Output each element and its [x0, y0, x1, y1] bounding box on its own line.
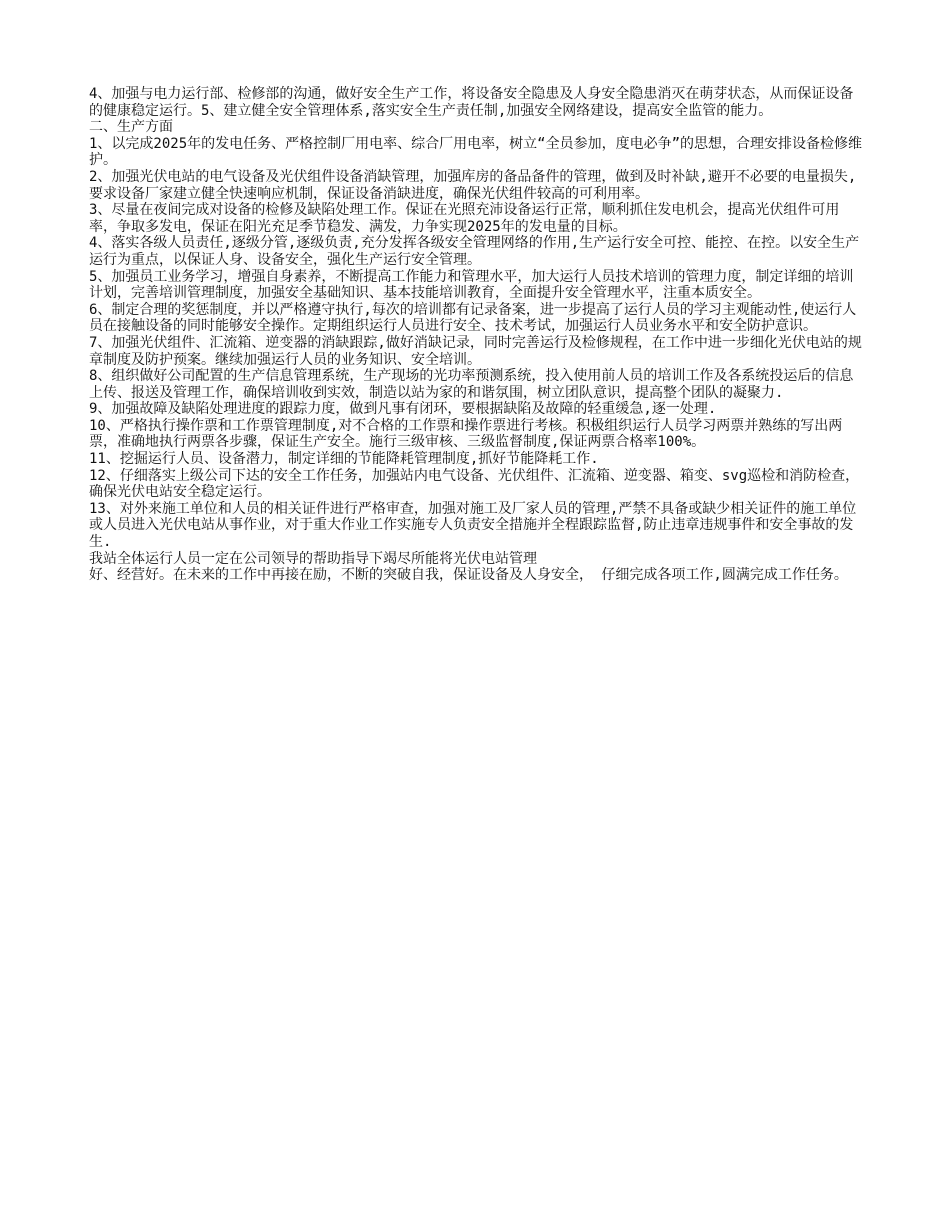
- paragraph-item-12: 12、仔细落实上级公司下达的安全工作任务，加强站内电气设备、光伏组件、汇流箱、逆变器、箱变、svg巡检和消防检查，确保光伏电站安全稳定运行。: [89, 467, 860, 501]
- paragraph-item-1: 1、以完成2025年的发电任务、严格控制厂用电率、综合厂用电率，树立“全员参加，度电必争”的思想，合理安排设备检修维护。: [89, 135, 862, 169]
- paragraph-item-13: 13、对外来施工单位和人员的相关证件进行严格审查，加强对施工及厂家人员的管理,严禁不具备或缺少相关证件的施工单位或人员进入光伏电站从事作业，对于重大作业工作实施专人负责安全措施并全程跟踪监督,防止违章违规事件和安全事故的发生.: [89, 500, 857, 551]
- document-body: [89, 86, 864, 584]
- closing-line-2: 好、经营好。在未来的工作中再接在励，不断的突破自我，保证设备及人身安全， 仔细完成各项工作,圆满完成工作任务。: [89, 567, 848, 584]
- paragraph-item-4: 4、落实各级人员责任,逐级分管,逐级负责,充分发挥各级安全管理网络的作用,生产运行安全可控、能控、在控。以安全生产运行为重点，以保证人身、设备安全，强化生产运行安全管理。: [89, 235, 860, 268]
- paragraph-item-10: 10、严格执行操作票和工作票管理制度,对不合格的工作票和操作票进行考核。积极组织运行人员学习两票并熟练的写出两票，准确地执行两票各步骤，保证生产安全。施行三级审核、三级监督制度,保证两票合格率100%。: [89, 417, 843, 451]
- paragraph-item-7: 7、加强光伏组件、汇流箱、逆变器的消缺跟踪,做好消缺记录，同时完善运行及检修规程，在工作中进一步细化光伏电站的规章制度及防护预案。继续加强运行人员的业务知识、安全培训。: [89, 334, 862, 368]
- paragraph-item-8: 8、组织做好公司配置的生产信息管理系统，生产现场的光功率预测系统，投入使用前人员的培训工作及各系统投运后的信息上传、报送及管理工作，确保培训收到实效，制造以站为家的和谐氛围，树立团队意识，提高整个团队的凝聚力.: [89, 368, 854, 401]
- paragraph-item-2: 2、加强光伏电站的电气设备及光伏组件设备消缺管理，加强库房的备品备件的管理，做到及时补缺,避开不必要的电量损失,要求设备厂家建立健全快速响应机制，保证设备消缺进度，确保光伏组件较高的可利用率。: [89, 168, 857, 202]
- section-heading-production: 二、生产方面: [89, 119, 173, 136]
- closing-line-1: 我站全体运行人员一定在公司领导的帮助指导下竭尽所能将光伏电站管理: [89, 550, 537, 567]
- paragraph-item-11: 11、挖掘运行人员、设备潜力，制定详细的节能降耗管理制度,抓好节能降耗工作.: [89, 451, 599, 468]
- paragraph-item-5: 5、加强员工业务学习，增强自身素养，不断提高工作能力和管理水平，加大运行人员技术培训的管理力度，制定详细的培训计划，完善培训管理制度，加强安全基础知识、基本技能培训教育，全面提升安全管理水平，注重本质安全。: [89, 268, 854, 302]
- paragraph-item-9: 9、加强故障及缺陷处理进度的跟踪力度，做到凡事有闭环，要根据缺陷及故障的轻重缓急,逐一处理.: [89, 401, 717, 418]
- paragraph-safety-4-5: 4、加强与电力运行部、检修部的沟通，做好安全生产工作，将设备安全隐患及人身安全隐患消灭在萌芽状态，从而保证设备的健康稳定运行。5、建立健全安全管理体系,落实安全生产责任制,加强安全网络建设，提高安全监管的能力。: [89, 86, 854, 119]
- paragraph-item-6: 6、制定合理的奖惩制度，并以严格遵守执行,每次的培训都有记录备案，进一步提高了运行人员的学习主观能动性,使运行人员在接触设备的同时能够安全操作。定期组织运行人员进行安全、技术考试，加强运行人员业务水平和安全防护意识。: [89, 301, 857, 335]
- paragraph-item-3: 3、尽量在夜间完成对设备的检修及缺陷处理工作。保证在光照充沛设备运行正常，顺利抓住发电机会，提高光伏组件可用率，争取多发电，保证在阳光充足季节稳发、满发，力争实现2025年的发电量的目标。: [89, 202, 840, 235]
